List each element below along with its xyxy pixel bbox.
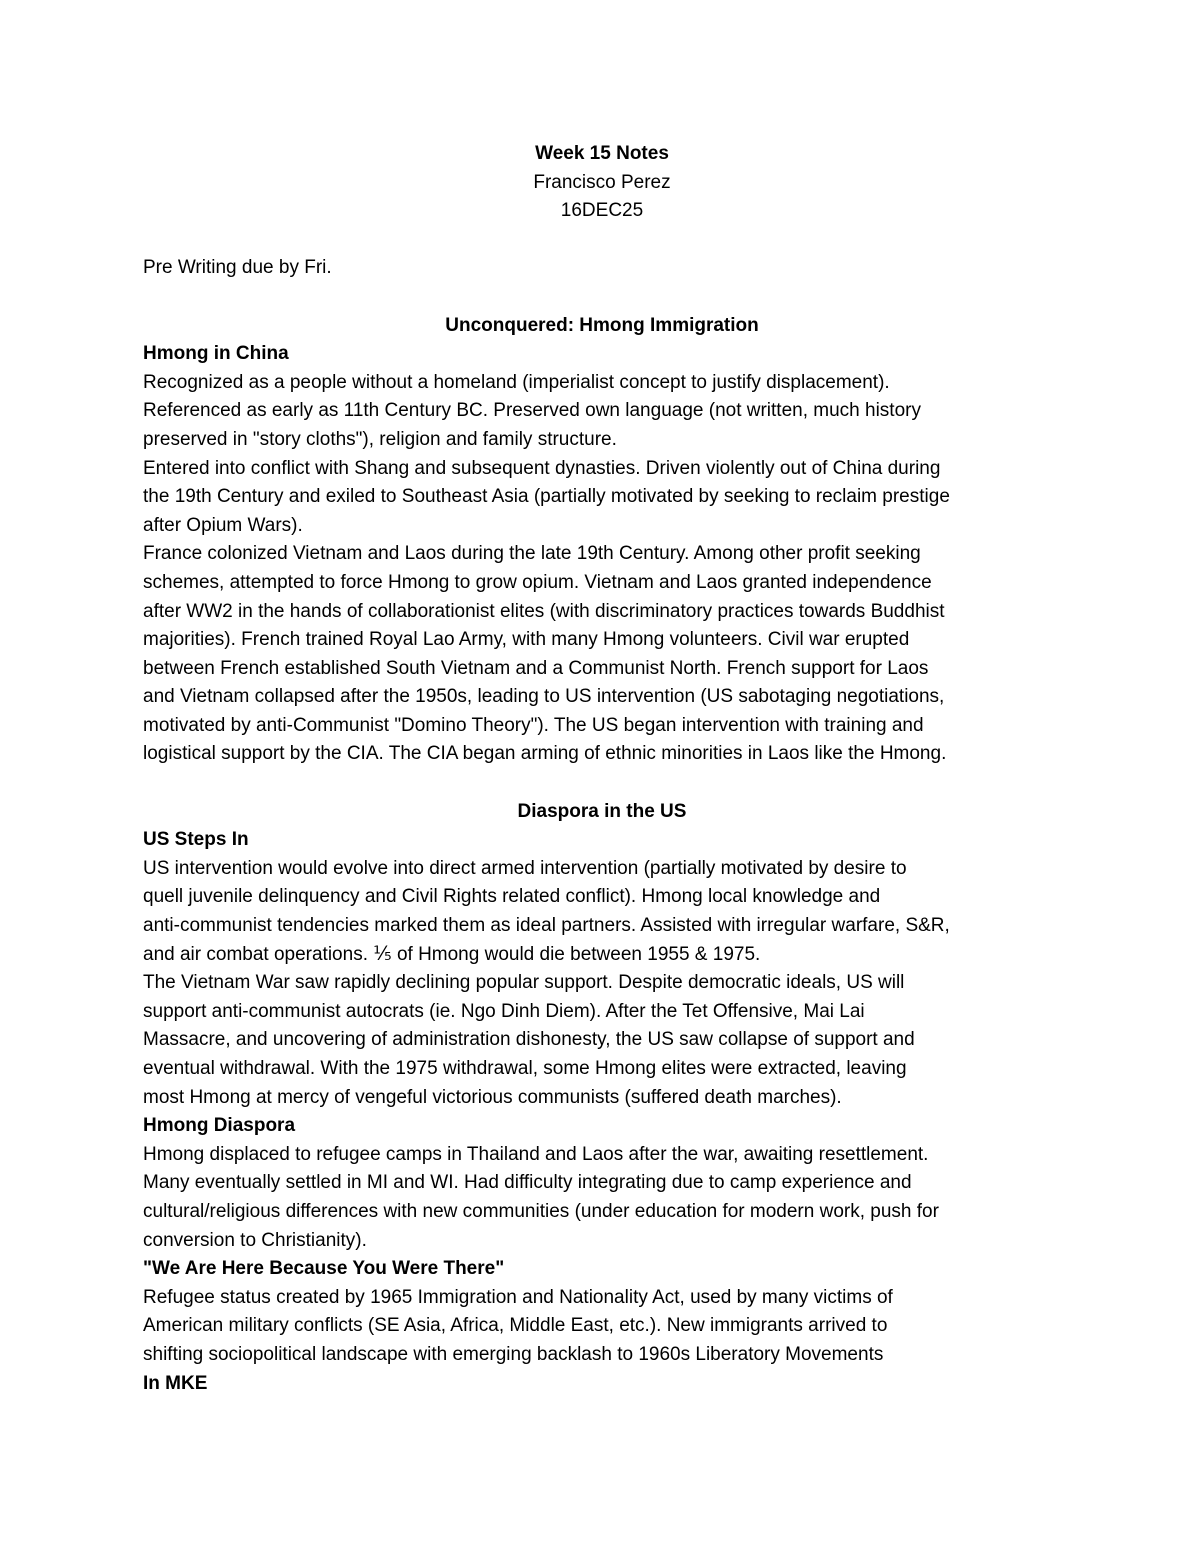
doc-date: 16DEC25 <box>560 200 644 222</box>
document-body <box>143 140 1061 1398</box>
text-line: Entered into conflict with Shang and subsequent dynasties. Driven violently out of China during <box>143 457 941 479</box>
section-heading: Diaspora in the US <box>517 800 687 822</box>
text-line: logistical support by the CIA. The CIA began arming of ethnic minorities in Laos like the Hmong. <box>143 743 947 765</box>
subsection-heading: Hmong in China <box>143 343 289 365</box>
text-line: Recognized as a people without a homeland (imperialist concept to justify displacement). <box>143 371 890 393</box>
subsection-heading: "We Are Here Because You Were There" <box>143 1258 505 1280</box>
text-line: Many eventually settled in MI and WI. Had difficulty integrating due to camp experience and <box>143 1172 912 1194</box>
doc-title: Week 15 Notes <box>535 143 669 164</box>
text-line: after WW2 in the hands of collaborationist elites (with discriminatory practices towards Buddhist <box>143 600 945 622</box>
section-heading: Unconquered: Hmong Immigration <box>445 314 759 336</box>
spacer <box>143 769 1061 798</box>
text-line: Hmong displaced to refugee camps in Thailand and Laos after the war, awaiting resettlement. <box>143 1143 929 1165</box>
text-line: The Vietnam War saw rapidly declining popular support. Despite democratic ideals, US will <box>143 972 905 994</box>
text-line: majorities). French trained Royal Lao Army, with many Hmong volunteers. Civil war erupted <box>143 629 910 651</box>
spacer <box>143 283 1061 312</box>
text-line: most Hmong at mercy of vengeful victorious communists (suffered death marches). <box>143 1086 842 1108</box>
text-line: motivated by anti-Communist "Domino Theory"). The US began intervention with training and <box>143 714 924 736</box>
text-line: eventual withdrawal. With the 1975 withdrawal, some Hmong elites were extracted, leaving <box>143 1058 907 1079</box>
text-line: schemes, attempted to force Hmong to grow opium. Vietnam and Laos granted independence <box>143 571 932 593</box>
subsection-heading: US Steps In <box>143 829 249 851</box>
text-line: shifting sociopolitical landscape with emerging backlash to 1960s Liberatory Movements <box>143 1343 884 1365</box>
text-line: Refugee status created by 1965 Immigration and Nationality Act, used by many victims of <box>143 1286 893 1308</box>
text-line: US intervention would evolve into direct armed intervention (partially motivated by desire to <box>143 857 907 879</box>
text-line: support anti-communist autocrats (ie. Ngo Dinh Diem). After the Tet Offensive, Mai Lai <box>143 1000 865 1022</box>
text-line: and air combat operations. ⅕ of Hmong would die between 1955 & 1975. <box>143 943 761 965</box>
text-line: Referenced as early as 11th Century BC. Preserved own language (not written, much history <box>143 400 921 422</box>
doc-note: Pre Writing due by Fri. <box>143 257 332 279</box>
subsection-heading: Hmong Diaspora <box>143 1115 296 1137</box>
text-line: France colonized Vietnam and Laos during the late 19th Century. Among other profit seeking <box>143 543 921 565</box>
text-line: Massacre, and uncovering of administration dishonesty, the US saw collapse of support and <box>143 1029 915 1051</box>
text-line: cultural/religious differences with new communities (under education for modern work, push for <box>143 1200 939 1222</box>
doc-author: Francisco Perez <box>533 171 671 193</box>
text-line: and Vietnam collapsed after the 1950s, leading to US intervention (US sabotaging negotiations, <box>143 686 945 708</box>
text-line: between French established South Vietnam and a Communist North. French support for Laos <box>143 657 929 679</box>
subsection-heading: In MKE <box>143 1372 208 1394</box>
text-line: anti-communist tendencies marked them as ideal partners. Assisted with irregular warfare, S&R, <box>143 915 950 937</box>
text-line: preserved in "story cloths"), religion and family structure. <box>143 428 617 450</box>
text-line: the 19th Century and exiled to Southeast Asia (partially motivated by seeking to reclaim prestige <box>143 486 950 508</box>
text-line: conversion to Christianity). <box>143 1229 367 1251</box>
text-line: after Opium Wars). <box>143 514 303 536</box>
text-line: quell juvenile delinquency and Civil Rights related conflict). Hmong local knowledge and <box>143 886 881 908</box>
text-line: American military conflicts (SE Asia, Africa, Middle East, etc.). New immigrants arrived to <box>143 1315 888 1337</box>
spacer <box>143 226 1061 255</box>
